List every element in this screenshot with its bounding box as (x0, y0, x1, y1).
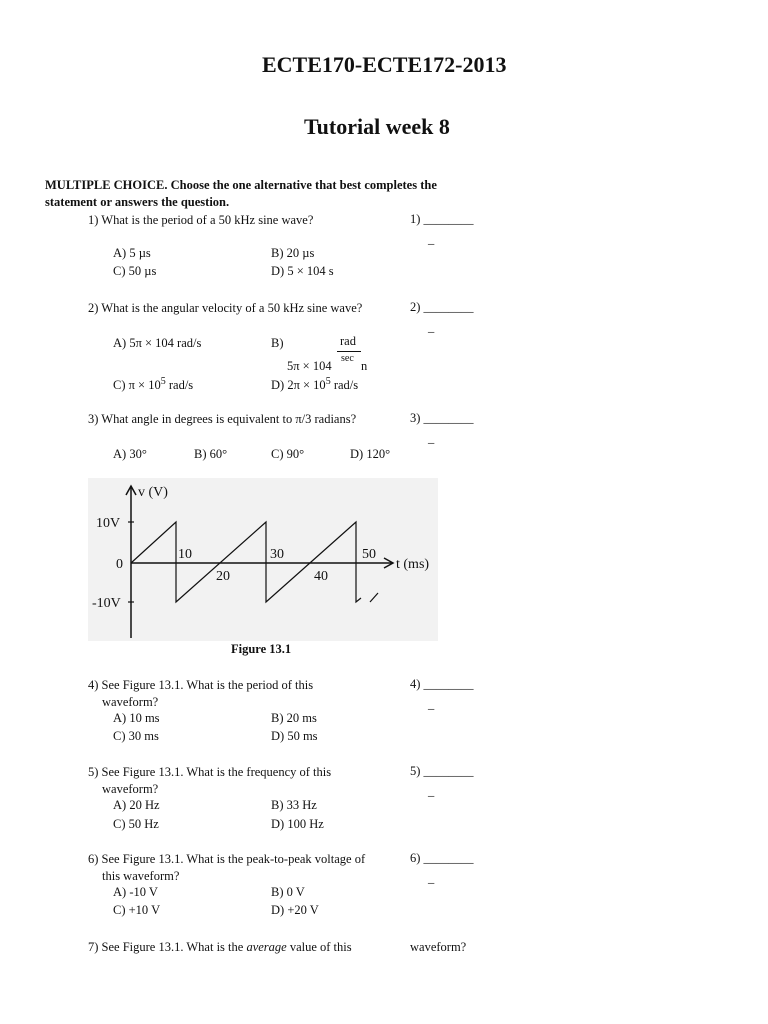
x-label-30: 30 (270, 547, 284, 562)
option-b-fraction-bar (337, 351, 361, 352)
sawtooth-waveform-figure (88, 478, 438, 641)
option-a[interactable]: A) 5 µs (113, 246, 151, 260)
option-d[interactable]: D) 100 Hz (271, 817, 324, 831)
option-c[interactable]: C) 30 ms (113, 729, 159, 743)
option-a[interactable]: A) 10 ms (113, 711, 160, 725)
option-b-value: 5π × 104 (287, 359, 332, 373)
answer-line: ________ (423, 764, 474, 778)
option-c[interactable] (113, 376, 193, 393)
x-label-20: 20 (216, 569, 230, 584)
answer-number: 2) (410, 300, 421, 314)
answer-blank[interactable] (410, 851, 474, 866)
answer-blank[interactable] (410, 300, 474, 315)
question-text-line-2: waveform? (102, 782, 159, 796)
answer-line: ________ (423, 677, 474, 691)
x-label-40: 40 (314, 569, 328, 584)
option-c[interactable]: C) 90° (271, 447, 305, 461)
option-c[interactable]: C) 50 Hz (113, 817, 159, 831)
answer-blank-tail: _ (428, 232, 435, 246)
answer-line: ________ (423, 411, 474, 425)
y-tick-label-10v: 10V (96, 516, 121, 531)
option-c-base: C) π × 10 (113, 378, 161, 393)
question-text-line-1: 4) See Figure 13.1. What is the period of this (88, 678, 314, 692)
answer-blank[interactable] (410, 677, 474, 692)
option-c-exponent: 5 (160, 376, 166, 387)
option-d-base: D) 2π × 10 (271, 378, 326, 393)
answer-line: ________ (423, 300, 474, 314)
option-b[interactable]: B) (271, 336, 284, 350)
question-text-line-1: 5) See Figure 13.1. What is the frequency of this (88, 765, 332, 779)
option-b-exponent-n: n (361, 359, 368, 373)
answer-number: 6) (410, 851, 421, 865)
option-d[interactable]: D) 5 × 104 s (271, 264, 334, 278)
answer-number: 5) (410, 764, 421, 778)
question-text: 3) What angle in degrees is equivalent to π/3 radians? (88, 412, 357, 426)
y-tick-label-neg10v: -10V (92, 596, 121, 611)
option-b[interactable]: B) 33 Hz (271, 798, 317, 812)
answer-number: 3) (410, 411, 421, 425)
figure-caption: Figure 13.1 (231, 642, 292, 656)
question-text: 2) What is the angular velocity of a 50 kHz sine wave? (88, 301, 363, 315)
option-c[interactable]: C) 50 µs (113, 264, 157, 278)
answer-number: 4) (410, 677, 421, 691)
option-d[interactable]: D) +20 V (271, 903, 319, 917)
option-b[interactable]: B) 0 V (271, 885, 305, 899)
answer-blank-tail: _ (428, 431, 435, 445)
option-d[interactable] (271, 376, 358, 393)
option-b[interactable]: B) 20 ms (271, 711, 317, 725)
x-label-50: 50 (362, 547, 376, 562)
instructions-line-1: MULTIPLE CHOICE. Choose the one alternative that best completes the (45, 178, 437, 192)
option-b-fraction-numerator: rad (340, 334, 356, 348)
option-d-exponent: 5 (325, 376, 331, 387)
option-b[interactable]: B) 60° (194, 447, 228, 461)
answer-line: ________ (423, 212, 474, 226)
answer-blank-tail: _ (428, 320, 435, 334)
option-b[interactable]: B) 20 µs (271, 246, 315, 260)
course-title: ECTE170-ECTE172-2013 (262, 52, 507, 77)
answer-blank-tail: _ (428, 784, 435, 798)
answer-blank-tail: _ (428, 871, 435, 885)
figure-13-1 (88, 478, 438, 641)
question-text-line-1: 6) See Figure 13.1. What is the peak-to-peak voltage of (88, 852, 366, 866)
option-b-fraction-denominator: sec (341, 353, 354, 364)
question-text-tail: waveform? (410, 940, 467, 954)
x-label-10: 10 (178, 547, 192, 562)
option-c-unit: rad/s (165, 378, 194, 393)
answer-line: ________ (423, 851, 474, 865)
y-axis-label: v (V) (138, 485, 168, 500)
option-d[interactable]: D) 50 ms (271, 729, 318, 743)
question-text-line-2: this waveform? (102, 869, 180, 883)
option-d-unit: rad/s (330, 378, 359, 393)
question-text: 1) What is the period of a 50 kHz sine wave? (88, 213, 314, 227)
option-a[interactable]: A) 20 Hz (113, 798, 160, 812)
question-text-emphasis: average (246, 940, 287, 954)
option-a[interactable]: A) 5π × 104 rad/s (113, 336, 202, 350)
question-text-line-2: waveform? (102, 695, 159, 709)
option-a[interactable]: A) 30° (113, 447, 147, 461)
question-text (88, 939, 352, 956)
answer-blank[interactable] (410, 411, 474, 426)
answer-blank[interactable] (410, 212, 474, 227)
answer-number: 1) (410, 212, 421, 226)
option-d[interactable]: D) 120° (350, 447, 391, 461)
question-text-end: value of this (286, 940, 352, 954)
answer-blank[interactable] (410, 764, 474, 779)
tutorial-title: Tutorial week 8 (304, 114, 450, 139)
answer-blank-tail: _ (428, 697, 435, 711)
instructions-line-2: statement or answers the question. (45, 195, 230, 209)
y-tick-label-0: 0 (116, 557, 123, 572)
option-a[interactable]: A) -10 V (113, 885, 158, 899)
question-text-start: 7) See Figure 13.1. What is the (88, 940, 247, 954)
x-axis-label: t (ms) (396, 557, 430, 572)
option-c[interactable]: C) +10 V (113, 903, 161, 917)
